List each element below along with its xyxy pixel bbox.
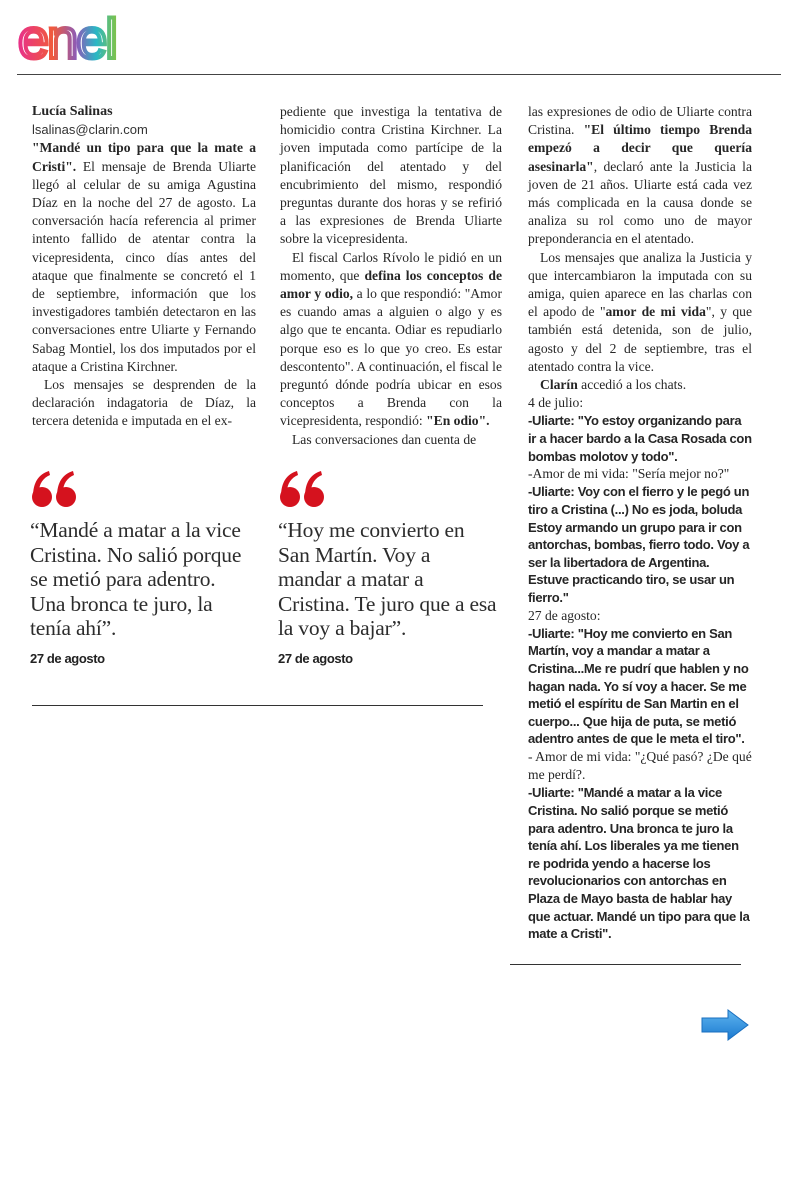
article-column-3 <box>528 103 752 943</box>
chat-message: -Uliarte: "Yo estoy organizando para ir a hacer bardo a la Casa Rosada con bombas molotov y todo". <box>528 413 752 464</box>
paragraph-text: , declaró ante la Justicia la joven de 21 años. Uliarte está cada vez más complicada en la causa donde se analiza su rol como uno de mayor preponderancia en el atentado. <box>528 158 752 247</box>
header-rule <box>17 74 781 75</box>
enel-logo <box>16 8 176 70</box>
quote-mark-icon <box>278 470 498 512</box>
paragraph-bold: amor de mi vida <box>605 304 706 320</box>
pull-quote <box>278 470 498 666</box>
paragraph <box>280 249 502 431</box>
paragraph-text: El fiscal Carlos Rívolo le pidió en un momento, que <box>280 249 502 283</box>
paragraph: Los mensajes se desprenden de la declaración indagatoria de Díaz, la tercera detenida e imputada en el ex- <box>32 377 256 429</box>
paragraph: pediente que investiga la tentativa de homicidio contra Cristina Kirchner. La joven imputada como partícipe de la planificación del atentado y del encubrimiento del mismo, respondió preguntas durante dos horas y se refirió a las expresiones de Brenda Uliarte sobre la vicepresidenta. <box>280 104 502 247</box>
lead-quote: "Mandé un tipo para que la mate a Cristi". <box>32 140 256 174</box>
pull-quote-date: 27 de agosto <box>278 650 353 666</box>
chat-message: -Uliarte: Voy con el fierro y le pegó un tiro a Cristina (...) No es joda, boluda Estoy armando un grupo para ir con antorchas, bombas, fierro todo. Voy a ser la libertadora de Argentina. Estuve practicando tiro, se usar un fierro." <box>528 484 750 605</box>
chat-transcript <box>528 394 752 942</box>
paragraph-text: accedió a los chats. <box>577 377 687 393</box>
paragraph-bold: "El último tiempo Brenda empezó a decir que quería asesinarla" <box>528 122 753 174</box>
paragraph-text: las expresiones de odio de Uliarte contra Cristina. <box>528 104 752 138</box>
arrow-right-icon[interactable] <box>700 1008 750 1042</box>
paragraph-bold: "En odio". <box>426 413 490 429</box>
chat-message: -Uliarte: "Hoy me convierto en San Martín, voy a mandar a matar a Cristina...Me re pudrí que hablen y no hagan nada. Yo sí voy a hacer. Se me metió el espíritu de San Martin en el cuerpo... Que hija de puta, se metió adentro antes de que le meta el tiro". <box>528 625 749 747</box>
author-email[interactable]: lsalinas@clarin.com <box>32 122 148 138</box>
paragraph-text: a lo que respondió: "Amor es cuando amas a alguien o algo y es algo que te encanta. Odiar es repudiarlo porque eso es lo que yo creo. Es estar descontento". A continuación, el fiscal le preguntó dónde podría ubicar en esos conceptos a Brenda con la vicepresidenta, respondió: <box>280 286 502 429</box>
chat-message: - Amor de mi vida: "¿Qué pasó? ¿De qué me perdí?. <box>528 748 752 783</box>
lead-text: El mensaje de Brenda Uliarte llegó al celular de su amiga Agustina Díaz en la noche del 27 de agosto. La conversación hacía referencia al primer intento fallido de atentar contra la vicepresidenta, cinco días antes del ataque que finalmente se concretó el 1 de septiembre, información que los investigadores también detectaron en las conversaciones entre Uliarte y Fernando Sabag Montiel, los dos imputados por el ataque a Cristina Kirchner. <box>32 158 256 374</box>
author-name: Lucía Salinas <box>32 104 113 119</box>
paragraph <box>528 376 752 394</box>
paragraph-bold: defina los conceptos de amor y odio, <box>280 267 502 302</box>
paragraph-bold: Clarín <box>540 377 578 393</box>
paragraph <box>528 249 752 376</box>
chat-message: -Uliarte: "Mandé a matar a la vice Cristina. No salió porque se metió para adentro. Una bronca te juro la tenía ahí. Los liberales ya me tienen re podrida yendo a hacerse los revolucionarios con antorchas en Plaza de Mayo basta de hablar hay que actuar. Mandé un tipo para que la mate a Cristi". <box>528 785 750 942</box>
paragraph <box>528 103 752 249</box>
article-column-2 <box>280 103 502 449</box>
enel-logo-mark <box>16 8 176 70</box>
paragraph: Las conversaciones dan cuenta de <box>292 431 477 447</box>
chat-message: -Amor de mi vida: "Sería mejor no?" <box>528 466 730 482</box>
chat-date: 27 de agosto: <box>528 607 601 623</box>
quote-mark-icon <box>30 470 250 512</box>
pull-quote-date: 27 de agosto <box>30 650 105 666</box>
lead-paragraph <box>32 139 256 376</box>
article-column-1 <box>32 103 256 431</box>
divider-rule <box>32 705 483 706</box>
chat-date: 4 de julio: <box>528 395 584 411</box>
pull-quote-text: “Mandé a matar a la vice Cristina. No salió porque se metió para adentro. Una bronca te juro, la tenía ahí”. <box>30 518 242 640</box>
paragraph-text: ", y que también está detenida, son de julio, agosto y del 2 de septiembre, tras el atentado contra la vice. <box>528 304 753 374</box>
pull-quote-text: “Hoy me convierto en San Martín. Voy a mandar a matar a Cristina. Te juro que a esa la voy a bajar”. <box>278 518 497 640</box>
pull-quote <box>30 470 250 666</box>
logo-text: enel <box>18 8 116 70</box>
divider-rule <box>510 964 741 965</box>
paragraph-text: Los mensajes que analiza la Justicia y que intercambiaron la imputada con su amiga, quien aparece en las charlas con el apodo de " <box>528 249 752 320</box>
